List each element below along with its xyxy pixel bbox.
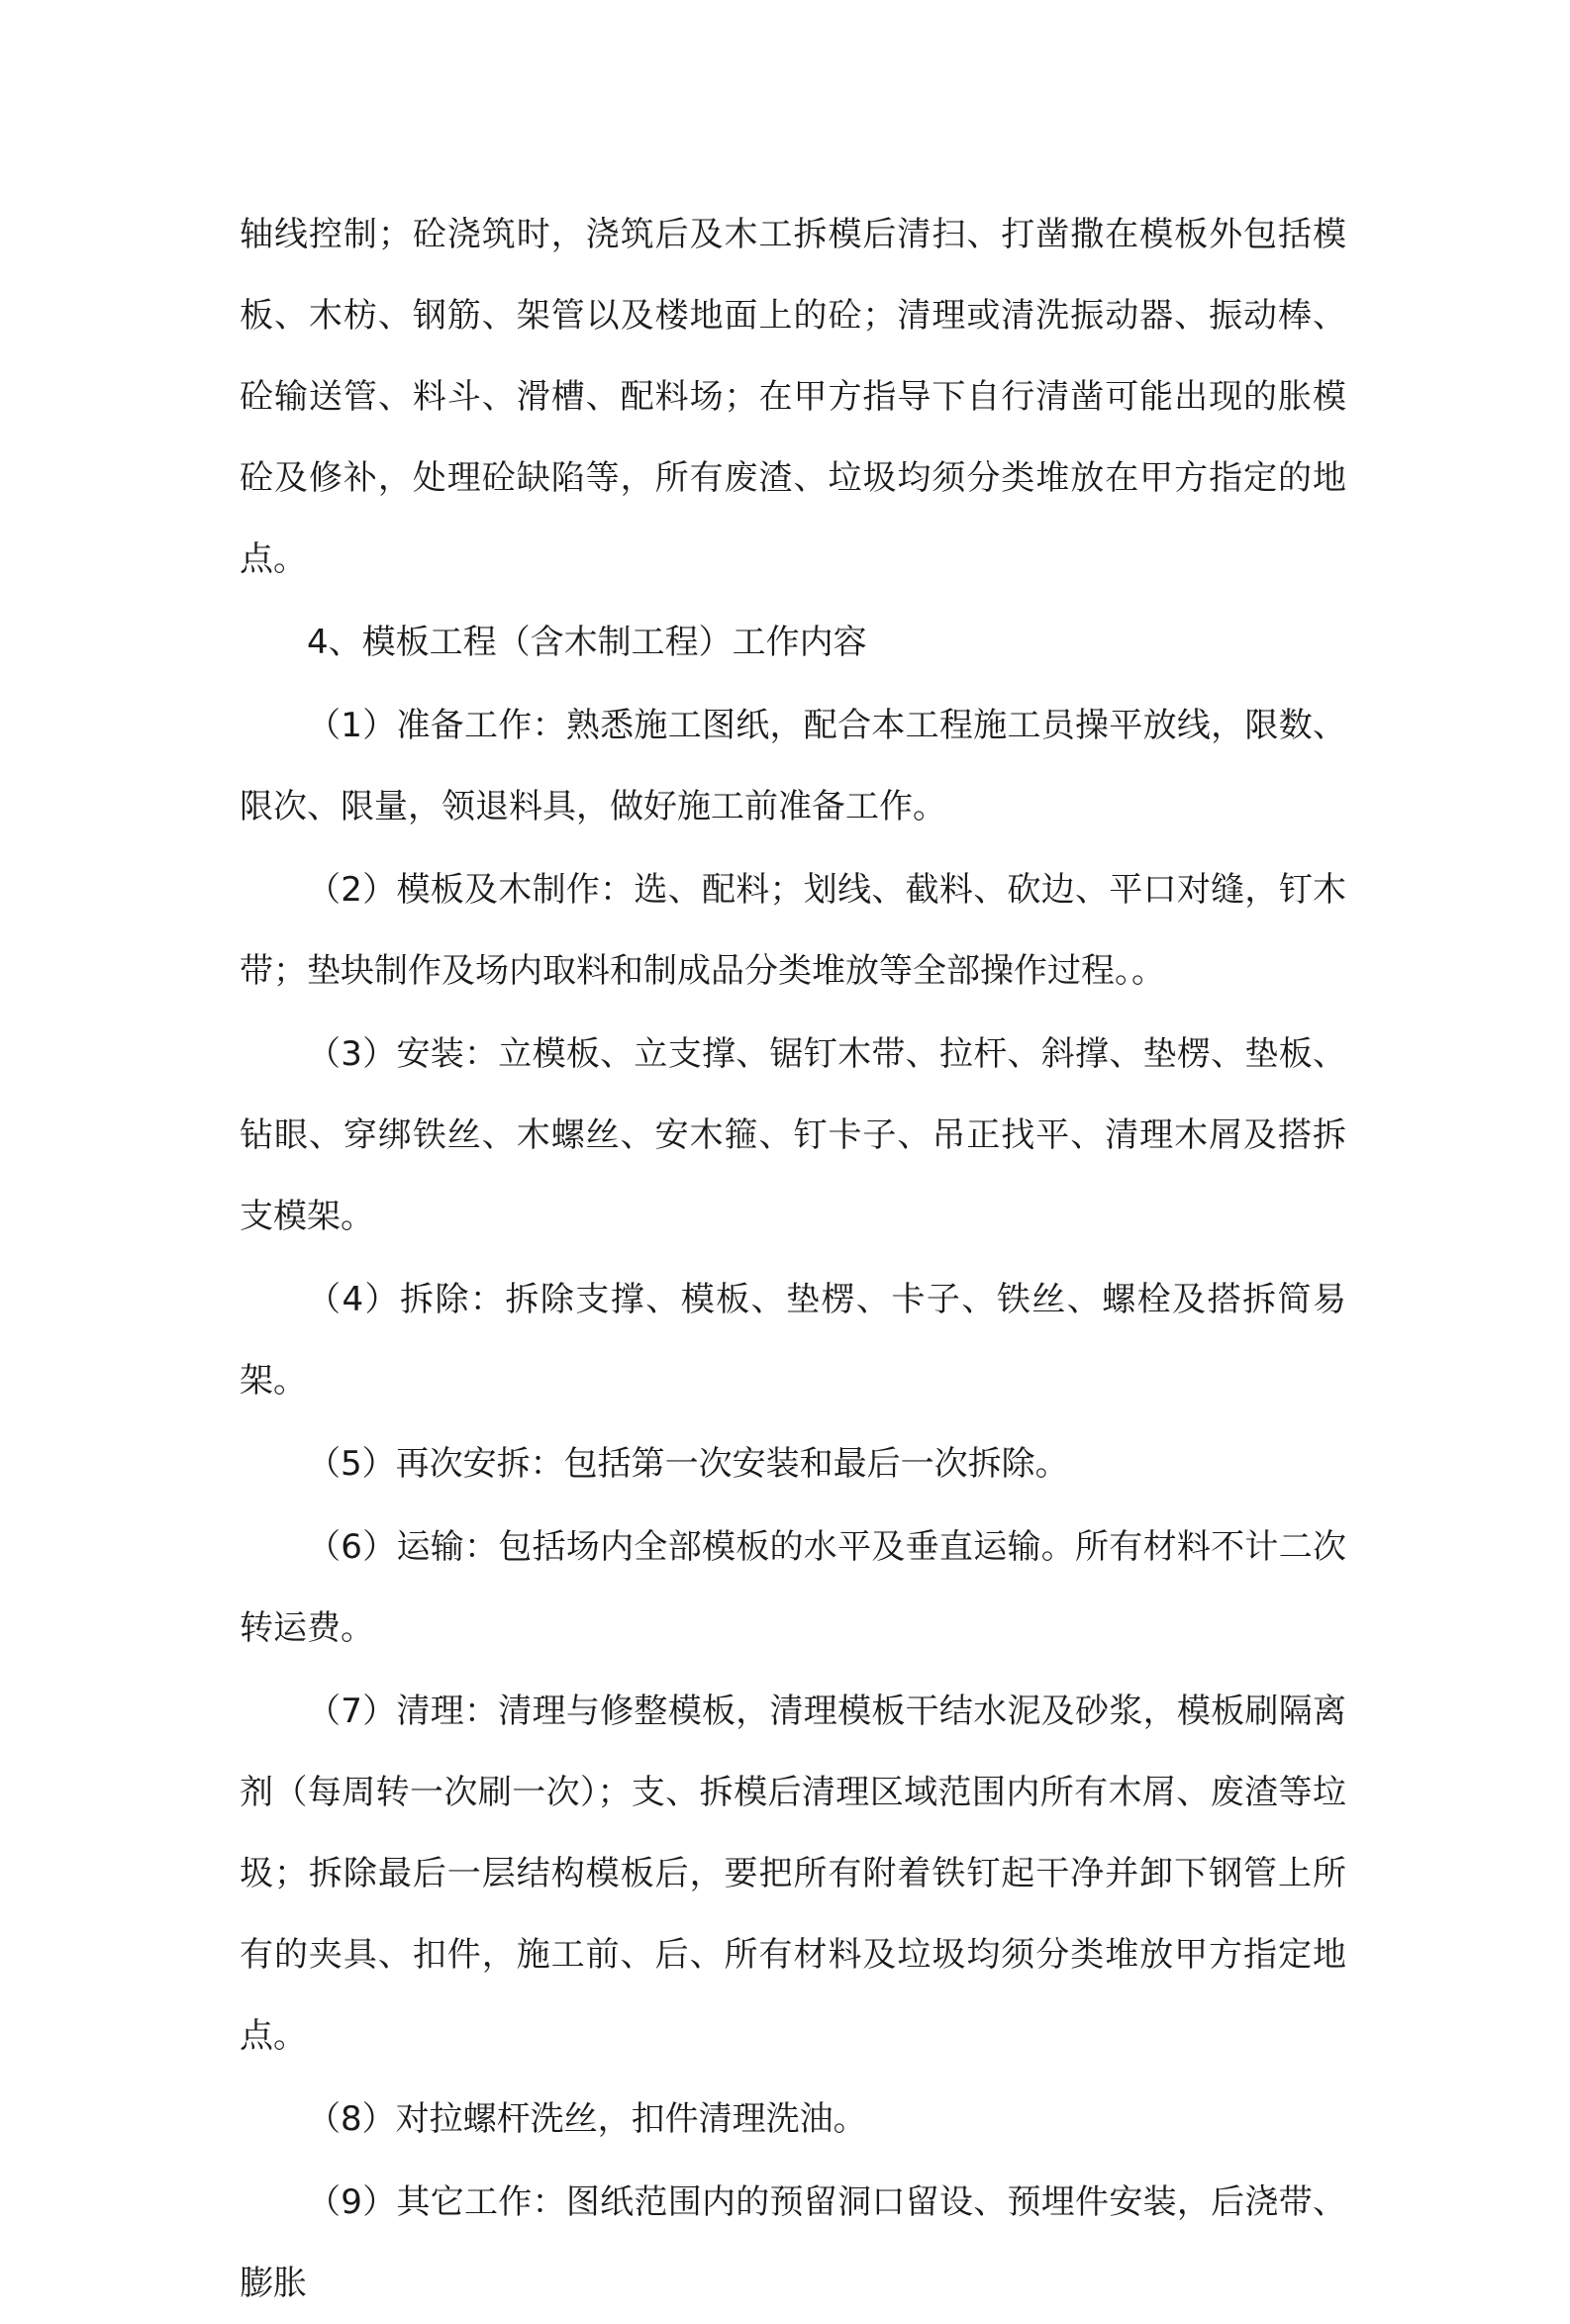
section-heading: 4、模板工程（含木制工程）工作内容 [307,623,867,662]
paragraph: （1）准备工作：熟悉施工图纸，配合本工程施工员操平放线，限数、限次、限量，领退料具，做好施工前准备工作。 [240,706,1346,826]
paragraph: （2）模板及木制作：选、配料；划线、截料、砍边、平口对缝，钉木带；垫块制作及场内取料和制成品分类堆放等全部操作过程。。 [240,870,1346,991]
paragraph: （7）清理：清理与修整模板，清理模板干结水泥及砂浆，模板刷隔离剂（每周转一次刷一次）；支、拆模后清理区域范围内所有木屑、废渣等垃圾；拆除最后一层结构模板后，要把所有附着铁钉起干净并卸下钢管上所有的夹具、扣件，施工前、后、所有材料及垃圾均须分类堆放甲方指定地点。 [240,1692,1346,2056]
paragraph: （8）对拉螺杆洗丝，扣件清理洗油。 [307,2099,867,2139]
paragraph: （6）运输：包括场内全部模板的水平及垂直运输。所有材料不计二次转运费。 [240,1527,1346,1648]
paragraph: 轴线控制；砼浇筑时，浇筑后及木工拆模后清扫、打凿撒在模板外包括模板、木枋、钢筋、架管以及楼地面上的砼；清理或清洗振动器、振动棒、砼输送管、料斗、滑槽、配料场；在甲方指导下自行清凿可能出现的胀模砼及修补，处理砼缺陷等，所有废渣、垃圾均须分类堆放在甲方指定的地点。 [240,215,1346,579]
paragraph: （4）拆除：拆除支撑、模板、垫楞、卡子、铁丝、螺栓及搭拆简易架。 [240,1280,1346,1401]
paragraph: （3）安装：立模板、立支撑、锯钉木带、拉杆、斜撑、垫楞、垫板、钻眼、穿绑铁丝、木螺丝、安木箍、钉卡子、吊正找平、清理木屑及搭拆支模架。 [240,1034,1346,1236]
paragraph: （5）再次安拆：包括第一次安装和最后一次拆除。 [307,1444,1069,1484]
document-body [240,194,1346,2324]
paragraph: （9）其它工作：图纸范围内的预留洞口留设、预埋件安装，后浇带、膨胀 [240,2182,1346,2303]
